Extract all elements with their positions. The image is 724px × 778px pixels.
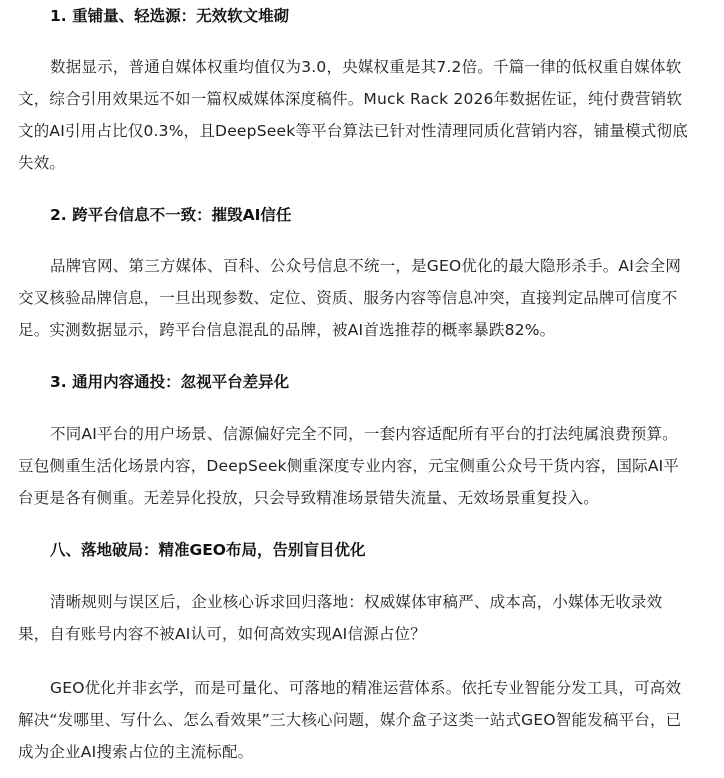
section-1-paragraph: 数据显示，普通自媒体权重均值仅为3.0，央媒权重是其7.2倍。千篇一律的低权重自媒体软文，综合引用效果远不如一篇权威媒体深度稿件。Muck Rack 2026年数据佐证，纯付费营销软文的AI引用占比仅0.3%，且DeepSeek等平台算法已针对性清理同质化营销内容，铺量模式彻底失效。 — [18, 58, 688, 172]
section-heading-2: 2. 跨平台信息不一致：摧毁AI信任 — [50, 206, 292, 224]
section-heading-1: 1. 重铺量、轻选源：无效软文堆砌 — [50, 7, 290, 25]
section-heading-3: 3. 通用内容通投：忽视平台差异化 — [50, 373, 290, 391]
section-heading-8: 八、落地破局：精准GEO布局，告别盲目优化 — [50, 541, 366, 559]
section-8-paragraph-1: 清晰规则与误区后，企业核心诉求回归落地：权威媒体审稿严、成本高，小媒体无收录效果，自有账号内容不被AI认可，如何高效实现AI信源占位？ — [18, 593, 663, 643]
section-2-paragraph: 品牌官网、第三方媒体、百科、公众号信息不统一，是GEO优化的最大隐形杀手。AI会全网交叉核验品牌信息，一旦出现参数、定位、资质、服务内容等信息冲突，直接判定品牌可信度不足。实测数据显示，跨平台信息混乱的品牌，被AI首选推荐的概率暴跌82%。 — [18, 257, 682, 339]
section-3-paragraph: 不同AI平台的用户场景、信源偏好完全不同，一套内容适配所有平台的打法纯属浪费预算。豆包侧重生活化场景内容，DeepSeek侧重深度专业内容，元宝侧重公众号干货内容，国际AI平台更是各有侧重。无差异化投放，只会导致精准场景错失流量、无效场景重复投入。 — [18, 425, 680, 507]
section-8-paragraph-2: GEO优化并非玄学，而是可量化、可落地的精准运营体系。依托专业智能分发工具，可高效解决“发哪里、写什么、怎么看效果”三大核心问题，媒介盒子这类一站式GEO智能发稿平台，已成为企业AI搜索占位的主流标配。 — [18, 679, 682, 761]
